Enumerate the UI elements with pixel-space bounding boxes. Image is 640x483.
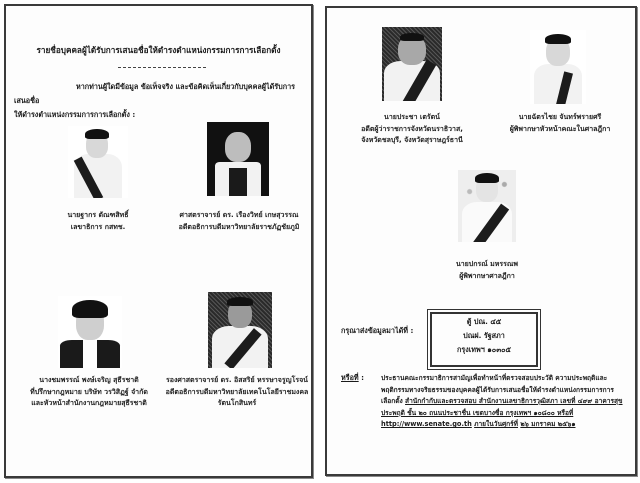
candidate-caption — [18, 210, 178, 233]
left-page — [4, 4, 313, 478]
candidate-position: และหัวหน้าสำนักงานกฎหมายสุธีรชาติ — [31, 399, 147, 407]
candidate-name: นายประชา เตรัตน์ — [384, 113, 440, 121]
senate-website-link[interactable]: http://www.senate.go.th — [381, 420, 472, 429]
deadline-prefix: ภายในวันศุกร์ที่ — [474, 420, 519, 429]
address-box — [430, 312, 538, 367]
candidate-photo — [58, 296, 122, 368]
candidate-caption — [495, 112, 625, 135]
candidate-name: นางชมพรรณ์ พงษ์เจริญ สุธีรชาติ — [39, 376, 139, 384]
deadline-date: ๒๖ มกราคม ๒๕๖๑ — [520, 420, 576, 429]
candidate-position: รัตนโกสินทร์ — [217, 399, 257, 407]
address-line: ตู้ ปณ. ๔๕ — [466, 317, 502, 326]
candidate-position: ผู้พิพากษาศาลฎีกา — [459, 271, 515, 280]
candidate-position: อดีตอธิการบดีมหาวิทยาลัยราชภัฏชัยภูมิ — [178, 222, 300, 231]
alternate-contact-paragraph — [381, 373, 627, 431]
address-label: กรุณาส่งข้อมูลมาได้ที่ : — [341, 326, 414, 335]
intro-line-2: ให้ดำรงตำแหน่งกรรมการการเลือกตั้ง : — [14, 110, 136, 119]
candidate-photo — [458, 170, 516, 242]
address-line: กรุงเทพฯ ๑๐๓๐๕ — [457, 345, 511, 354]
candidate-name: นายฐากร ตัณฑสิทธิ์ — [67, 211, 129, 219]
or-label: หรือที่ : — [341, 373, 365, 382]
candidate-caption — [345, 112, 479, 147]
intro-line-1: หากท่านผู้ใดมีข้อมูล ข้อเท็จจริง และข้อคิดเห็นเกี่ยวกับบุคคลผู้ได้รับการเสนอชื่อ — [14, 82, 295, 105]
candidate-name: นายปกรณ์ มหรรณพ — [455, 260, 519, 268]
candidate-position: อดีตอธิการบดีมหาวิทยาลัยเทคโนโลยีราชมงคล — [165, 387, 309, 396]
candidate-position: เลขาธิการ กสทช. — [70, 222, 126, 231]
candidate-caption — [162, 375, 312, 410]
candidate-caption — [427, 259, 547, 282]
title-divider — [118, 67, 206, 68]
candidate-position: จังหวัดชลบุรี, จังหวัดสุราษฎร์ธานี — [361, 136, 463, 144]
candidate-position: อดีตผู้ว่าราชการจังหวัดนราธิวาส, — [361, 124, 463, 133]
candidate-name: ศาสตราจารย์ ดร. เรืองวิทย์ เกษสุวรรณ — [179, 211, 299, 219]
right-page — [325, 6, 637, 476]
candidate-photo — [68, 126, 128, 198]
candidate-photo — [530, 30, 586, 104]
candidate-photo — [208, 292, 272, 368]
candidate-photo — [207, 122, 269, 196]
committee-name: ประธานคณะกรรมาธิการสามัญเพื่อทำหน้าที่ตรวจสอบประวัติ ความประพฤติและพฤติกรรมทางจริยธรรมของบุคคลผู้ได้รับการเสนอชื่อให้ดำรงตำแหน่งกรรมการการเลือกตั้ง — [381, 374, 614, 406]
document-title: รายชื่อบุคคลผู้ได้รับการเสนอชื่อให้ดำรงตำแหน่งกรรมการการเลือกตั้ง — [36, 45, 281, 55]
office-address: สำนักกำกับและตรวจสอบ สำนักงานเลขาธิการวุฒิสภา เลขที่ ๔๙๙ อาคารสุขประพฤติ ชั้น ๒๐ ถนนประชาชื่น เขตบางซื่อ กรุงเทพฯ ๑๐๘๐๐ หรือที่ — [381, 397, 623, 417]
candidate-name: นายฉัตรไชย จันทร์พรายศรี — [518, 113, 602, 121]
candidate-photo — [382, 27, 442, 101]
candidate-caption — [14, 375, 164, 410]
candidate-name: รองศาสตราจารย์ ดร. อิสสริย์ หรรษาจรูญโรจน์ — [166, 376, 308, 384]
candidate-caption — [164, 210, 314, 233]
intro-paragraph — [14, 80, 304, 122]
candidate-position: ที่ปรึกษากฎหมาย บริษัท วรวิสิฏฐ์ จำกัด — [30, 387, 148, 396]
address-line: ปณฝ. รัฐสภา — [463, 331, 505, 340]
candidate-position: ผู้พิพากษาหัวหน้าคณะในศาลฎีกา — [509, 124, 611, 133]
